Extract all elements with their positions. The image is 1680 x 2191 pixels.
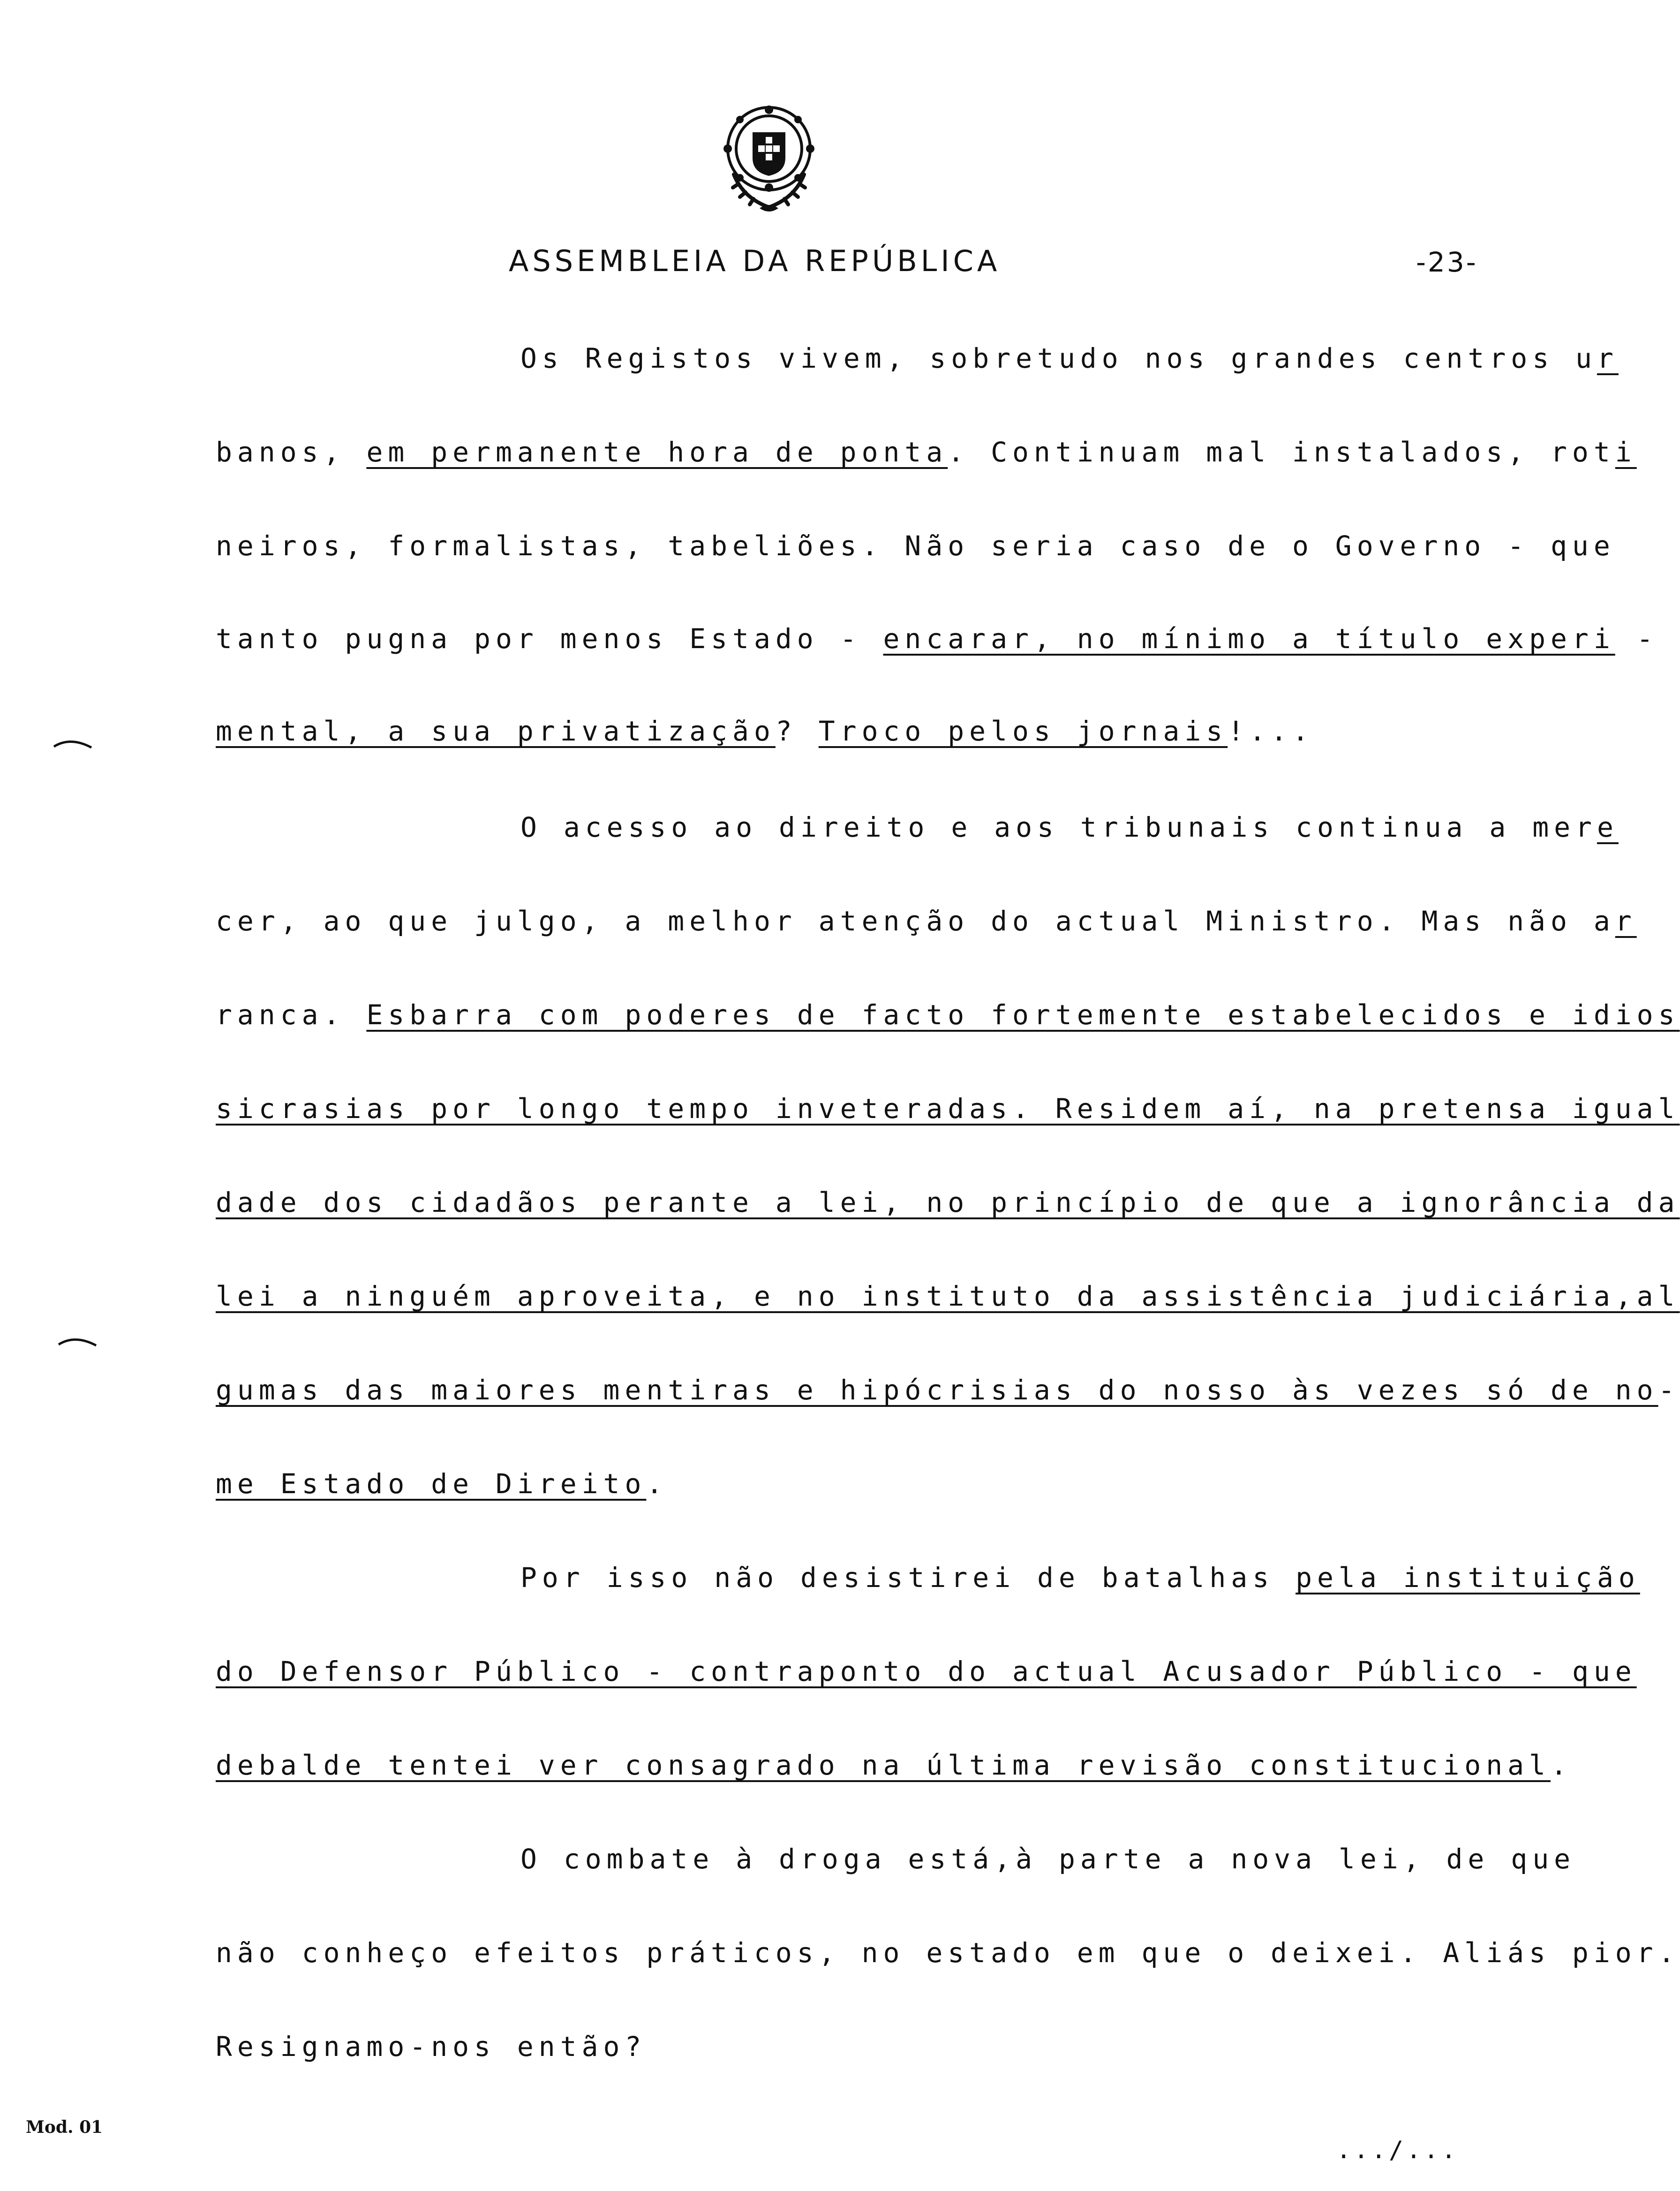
body-line bbox=[216, 1468, 668, 1500]
underlined-segment: lei a ninguém aproveita, e no instituto da assistência judiciária,al bbox=[216, 1280, 1680, 1312]
body-line bbox=[520, 811, 1619, 843]
underlined-segment: debalde tentei ver consagrado na última revisão constitucional bbox=[216, 1749, 1551, 1781]
underlined-segment: e bbox=[1597, 811, 1619, 843]
text-segment: . bbox=[646, 1468, 668, 1500]
text-segment: ranca. bbox=[216, 999, 367, 1031]
text-segment: banos, bbox=[216, 436, 367, 468]
body-line bbox=[520, 342, 1619, 374]
body-line bbox=[216, 438, 1637, 466]
text-segment: . Continuam mal instalados, rot bbox=[948, 436, 1615, 468]
underlined-segment: em permanente hora de ponta bbox=[366, 436, 948, 468]
underlined-segment: i bbox=[1615, 436, 1637, 468]
body-line bbox=[216, 999, 1680, 1031]
underlined-segment: Troco pelos jornais bbox=[818, 715, 1228, 747]
continuation-mark: .../... bbox=[1336, 2136, 1459, 2164]
text-segment: tanto pugna por menos Estado - bbox=[216, 623, 883, 655]
body-line bbox=[520, 1845, 1575, 1873]
body-line bbox=[216, 907, 1637, 935]
text-segment: Resignamo-nos então? bbox=[216, 2031, 647, 2063]
body-line bbox=[216, 715, 1314, 747]
text-segment: Por isso não desistirei de batalhas bbox=[520, 1562, 1296, 1594]
text-segment: - bbox=[1658, 1374, 1680, 1406]
underlined-segment: mental, a sua privatização bbox=[216, 715, 776, 747]
text-segment: !... bbox=[1228, 715, 1314, 747]
body-line bbox=[216, 1749, 1572, 1781]
text-segment: ? bbox=[775, 715, 819, 747]
body-line bbox=[216, 1186, 1680, 1218]
page-header-title: ASSEMBLEIA DA REPÚBLICA bbox=[509, 244, 1001, 278]
body-line bbox=[216, 530, 1615, 562]
body-line bbox=[216, 1655, 1637, 1687]
margin-tick-mark bbox=[52, 736, 94, 750]
underlined-segment: r bbox=[1597, 342, 1619, 374]
body-line bbox=[216, 623, 1658, 655]
coat-of-arms-icon bbox=[720, 104, 818, 217]
body-line bbox=[216, 2031, 647, 2063]
text-segment: neiros, formalistas, tabeliões. Não seria caso de o Governo - que bbox=[216, 530, 1615, 562]
underlined-segment: pela instituição bbox=[1296, 1562, 1640, 1594]
text-segment: O combate à droga está,à parte a nova lei, de que bbox=[520, 1843, 1576, 1875]
underlined-segment: do Defensor Público - contraponto do actual Acusador Público - que bbox=[216, 1655, 1637, 1687]
underlined-segment: Esbarra com poderes de facto fortemente estabelecidos e idios bbox=[366, 999, 1680, 1031]
underlined-segment: encarar, no mínimo a título experi bbox=[883, 623, 1615, 655]
underlined-segment: dade dos cidadãos perante a lei, no princípio de que a ignorância da bbox=[216, 1186, 1680, 1218]
page-number: -23- bbox=[1416, 246, 1478, 278]
text-segment: . bbox=[1550, 1749, 1572, 1781]
text-segment: cer, ao que julgo, a melhor atenção do actual Ministro. Mas não a bbox=[216, 905, 1615, 937]
text-segment: não conheço efeitos práticos, no estado em que o deixei. Aliás pior. bbox=[216, 1937, 1680, 1969]
margin-tick-mark bbox=[56, 1334, 98, 1348]
underlined-segment: gumas das maiores mentiras e hipócrisias do nosso às vezes só de no bbox=[216, 1374, 1658, 1406]
text-segment: O acesso ao direito e aos tribunais continua a mer bbox=[520, 811, 1597, 843]
body-line bbox=[216, 1280, 1680, 1312]
body-line bbox=[216, 1376, 1680, 1404]
underlined-segment: sicrasias por longo tempo inveteradas. Residem aí, na pretensa igual bbox=[216, 1093, 1680, 1125]
body-line bbox=[216, 1937, 1680, 1969]
underlined-segment: me Estado de Direito bbox=[216, 1468, 647, 1500]
body-line bbox=[520, 1562, 1640, 1594]
form-code-label: Mod. 01 bbox=[26, 2117, 103, 2137]
body-line bbox=[216, 1093, 1680, 1125]
text-segment: Os Registos vivem, sobretudo nos grandes centros u bbox=[520, 342, 1597, 374]
underlined-segment: r bbox=[1615, 905, 1637, 937]
text-segment: - bbox=[1615, 623, 1658, 655]
